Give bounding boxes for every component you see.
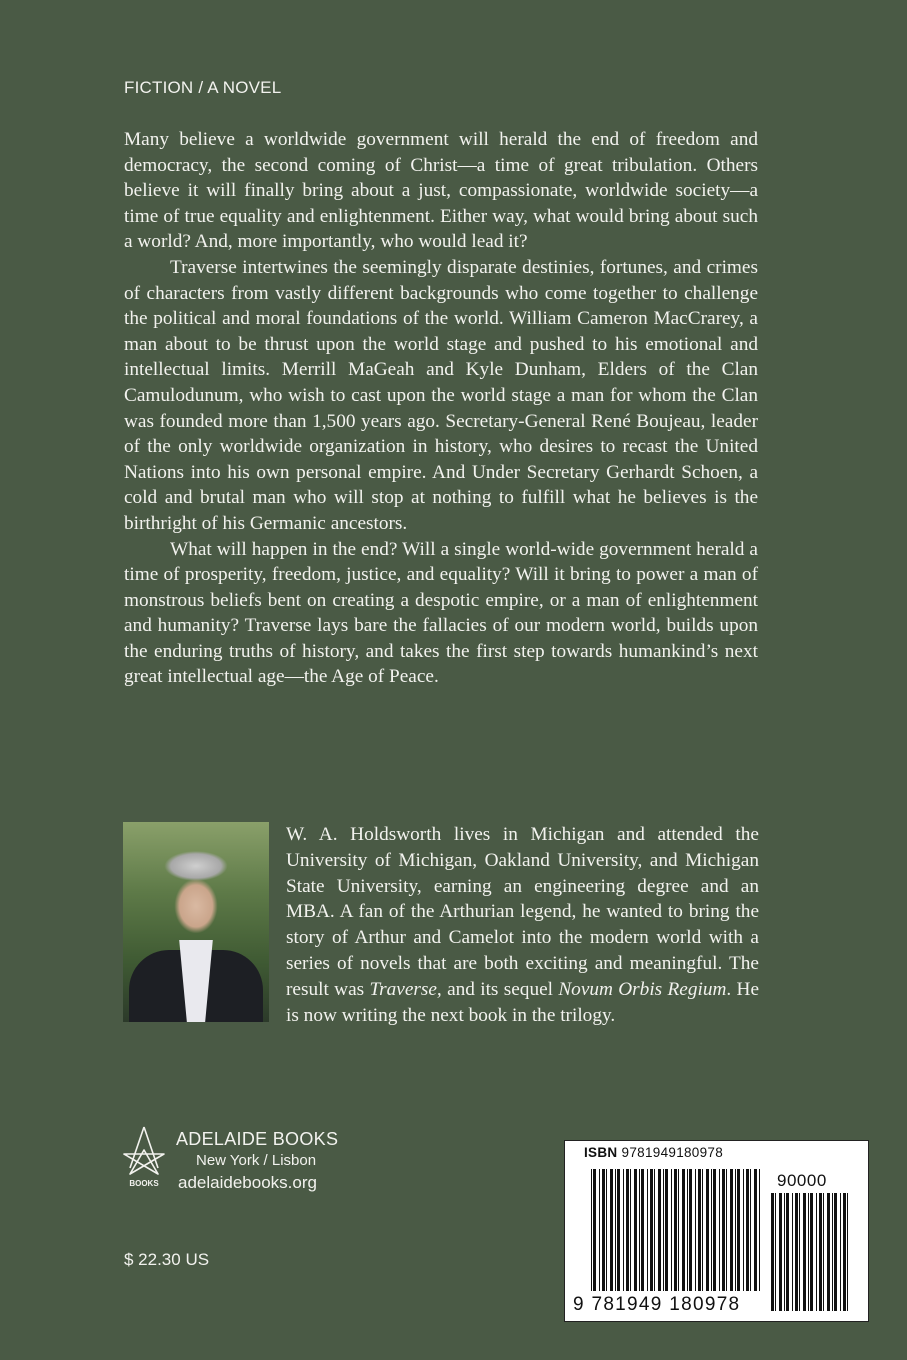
barcode-bar — [682, 1169, 685, 1291]
blurb-paragraph-2: Traverse intertwines the seemingly disparate destinies, fortunes, and crimes of characters from vastly different backgrounds who come together to challenge the political and moral foundations of the world. William Cameron MacCrarey, a man about to be thrust upon the world stage and pushed to his emotional and intellectual limits. Merrill MaGeah and Kyle Dunham, Elders of the Clan Camulodunum, who wish to cast upon the world stage a man for whom the Clan was founded more than 1,500 years ago. Secretary-General René Boujeau, leader of the only worldwide organization in history, who desires to recast the United Nations into his own personal empire. And Under Secretary Gerhardt Schoen, a cold and brutal man who will stop at nothing to fulfill what he believes is the birthright of his Germanic ancestors. — [124, 256, 758, 534]
barcode-bar — [771, 1193, 774, 1311]
barcode-bar — [743, 1169, 744, 1291]
publisher-name: ADELAIDE BOOKS — [176, 1129, 339, 1149]
barcode-bar — [746, 1169, 749, 1291]
barcode-bar — [816, 1193, 817, 1311]
publisher-website: adelaidebooks.org — [178, 1173, 317, 1192]
barcode-bar — [832, 1193, 833, 1311]
barcode-bar — [615, 1169, 616, 1291]
author-bio-text: W. A. Holdsworth lives in Michigan and attended the University of Michigan, Oakland University, and Michigan State University, earning an engineering degree and an MBA. A fan of the Arthurian legend, he wanted to bring the story of Arthur and Camelot into the modern world with a series of novels that are both exciting and meaningful. The result was Traverse, and its sequel Novum Orbis Regium. He is now writing the next book in the trilogy. — [286, 824, 760, 1026]
barcode-bar — [726, 1169, 727, 1291]
barcode-bar — [630, 1169, 631, 1291]
isbn-barcode — [564, 1140, 869, 1322]
barcode-bar — [823, 1193, 824, 1311]
logo-wordmark: BOOKS — [129, 1179, 159, 1188]
adelaide-books-logo-icon — [120, 1124, 168, 1190]
barcode-bar — [840, 1193, 841, 1311]
barcode-bar — [687, 1169, 688, 1291]
barcode-bar — [626, 1169, 629, 1291]
barcode-bar — [730, 1169, 733, 1291]
barcode-bar — [834, 1193, 837, 1311]
barcode-bar — [702, 1169, 703, 1291]
barcode-bar — [663, 1169, 664, 1291]
barcode-bar — [786, 1193, 789, 1311]
isbn-label: ISBN 9781949180978 — [584, 1145, 724, 1160]
barcode-bar — [847, 1193, 848, 1311]
barcode-bar — [711, 1169, 712, 1291]
book-title-novum-orbis-regium: Novum Orbis Regium — [558, 978, 727, 1000]
blurb-paragraph-1: Many believe a worldwide government will herald the end of freedom and democracy, the second coming of Christ—a time of great tribulation. Others believe it will finally bring about a just, compassionate, worldwide society—a time of true equality and enlightenment. Either way, what would bring about such a world? And, more importantly, who would lead it? — [124, 129, 758, 253]
barcode-bar — [735, 1169, 736, 1291]
publisher-info — [176, 1128, 338, 1194]
barcode-bar — [784, 1193, 785, 1311]
blurb-paragraph-3: What will happen in the end? Will a single world-wide government herald a time of prosperity, freedom, justice, and equality? Will it bring to power a man of monstrous beliefs bent on creating a despotic empire, or a man of enlightenment and humanity? Traverse lays bare the fallacies of our modern world, builds upon the enduring truths of history, and takes the first step towards humankind’s next great intellectual age—the Age of Peace. — [124, 538, 758, 688]
barcode-bar — [792, 1193, 793, 1311]
barcode-bar — [695, 1169, 696, 1291]
barcode-bar — [606, 1169, 607, 1291]
barcode-bar — [759, 1169, 760, 1291]
publisher-city: New York / Lisbon — [196, 1152, 317, 1169]
barcode-bar — [689, 1169, 692, 1291]
barcode-bar — [819, 1193, 822, 1311]
barcode-bar — [795, 1193, 798, 1311]
barcode-bar — [706, 1169, 709, 1291]
barcode-bar — [678, 1169, 679, 1291]
barcode-bar — [754, 1169, 757, 1291]
back-cover-blurb — [124, 127, 758, 690]
barcode-bar — [593, 1169, 596, 1291]
barcode-bar — [591, 1169, 592, 1291]
barcode-bar — [617, 1169, 620, 1291]
barcode-bar — [827, 1193, 830, 1311]
barcode-bar — [658, 1169, 661, 1291]
barcode-bar — [671, 1169, 672, 1291]
barcode-addon-digits: 90000 — [777, 1171, 827, 1190]
barcode-bar — [698, 1169, 701, 1291]
barcode-bar — [750, 1169, 751, 1291]
barcode-bar — [654, 1169, 655, 1291]
author-bio — [286, 822, 759, 1028]
barcode-bar — [599, 1169, 600, 1291]
barcode-bar — [737, 1169, 740, 1291]
barcode-bar — [650, 1169, 653, 1291]
barcode-bar — [634, 1169, 637, 1291]
barcode-bar — [799, 1193, 800, 1311]
barcode-bar — [641, 1169, 644, 1291]
barcode-bar — [722, 1169, 725, 1291]
barcode-bar — [775, 1193, 776, 1311]
barcode-bar — [623, 1169, 624, 1291]
barcode-digits: 9 781949 180978 — [573, 1294, 741, 1315]
price: $ 22.30 US — [124, 1250, 210, 1269]
barcode-bar — [719, 1169, 720, 1291]
barcode-bar — [808, 1193, 809, 1311]
barcode-bar — [779, 1193, 782, 1311]
barcode-bar — [639, 1169, 640, 1291]
author-photo — [123, 822, 269, 1022]
book-title-traverse: Traverse, — [369, 978, 442, 1000]
barcode-bar — [602, 1169, 605, 1291]
barcode-bar — [610, 1169, 613, 1291]
barcode-bar — [843, 1193, 846, 1311]
barcode-bar — [803, 1193, 806, 1311]
barcode-bar — [713, 1169, 716, 1291]
barcode-bar — [810, 1193, 813, 1311]
barcode-bar — [674, 1169, 677, 1291]
barcode-bar — [665, 1169, 668, 1291]
category-label: FICTION / A NOVEL — [124, 78, 282, 97]
barcode-bar — [647, 1169, 648, 1291]
